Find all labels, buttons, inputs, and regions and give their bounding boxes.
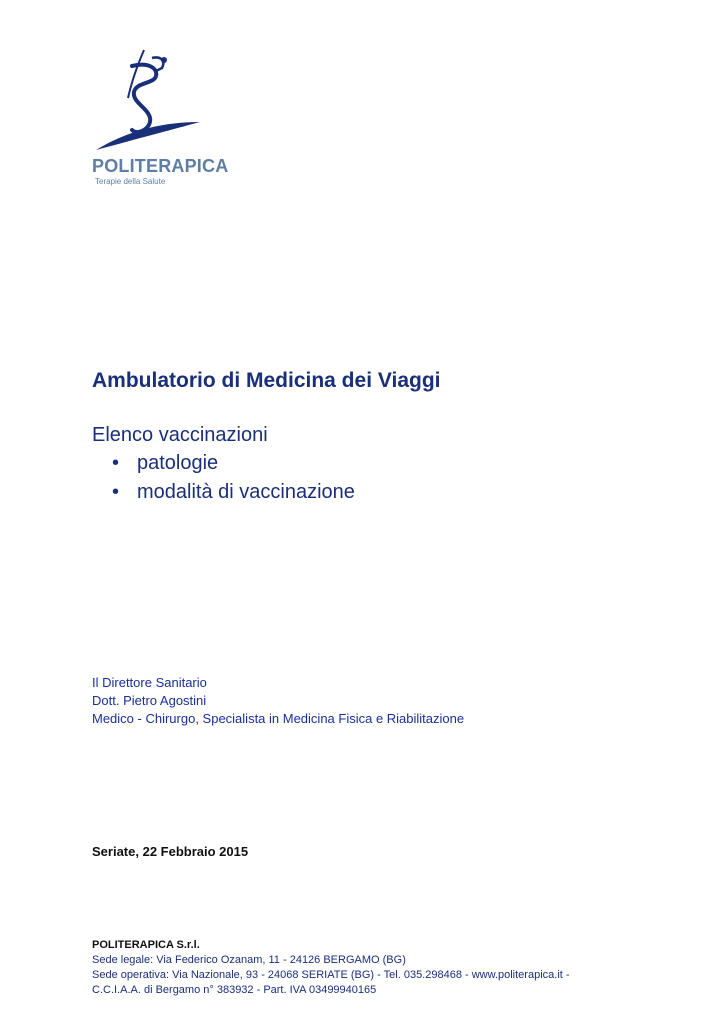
bullet-icon: •	[112, 481, 120, 503]
logo-tagline: Terapie della Salute	[95, 177, 166, 186]
logo-name: POLITERAPICA	[92, 156, 229, 176]
document-date: Seriate, 22 Febbraio 2015	[92, 844, 249, 859]
caduceus-swoosh-logo-icon	[92, 46, 232, 156]
document-title: Ambulatorio di Medicina dei Viaggi	[92, 369, 441, 392]
bullet-icon: •	[112, 452, 120, 474]
document-subtitle: Elenco vaccinazioni	[92, 424, 268, 446]
footer-operating-address: Sede operativa: Via Nazionale, 93 - 24068 SERIATE (BG) - Tel. 035.298468 - www.politerapica.it -	[92, 969, 570, 981]
company-logo	[92, 46, 232, 196]
footer-company: POLITERAPICA S.r.l.	[92, 939, 200, 951]
signature-name: Dott. Pietro Agostini	[92, 693, 207, 708]
footer-registration: C.C.I.A.A. di Bergamo n° 383932 - Part. IVA 03499940165	[92, 984, 377, 996]
list-item-label: modalità di vaccinazione	[137, 481, 355, 503]
list-item-label: patologie	[137, 452, 219, 474]
topic-list	[112, 449, 355, 507]
signature-role: Il Direttore Sanitario	[92, 675, 207, 690]
list-item	[112, 478, 355, 507]
footer	[92, 938, 570, 998]
signature-specialty: Medico - Chirurgo, Specialista in Medicina Fisica e Riabilitazione	[92, 711, 465, 726]
list-item	[112, 449, 355, 478]
signature-block	[92, 674, 464, 728]
footer-legal-address: Sede legale: Via Federico Ozanam, 11 - 24126 BERGAMO (BG)	[92, 954, 406, 966]
